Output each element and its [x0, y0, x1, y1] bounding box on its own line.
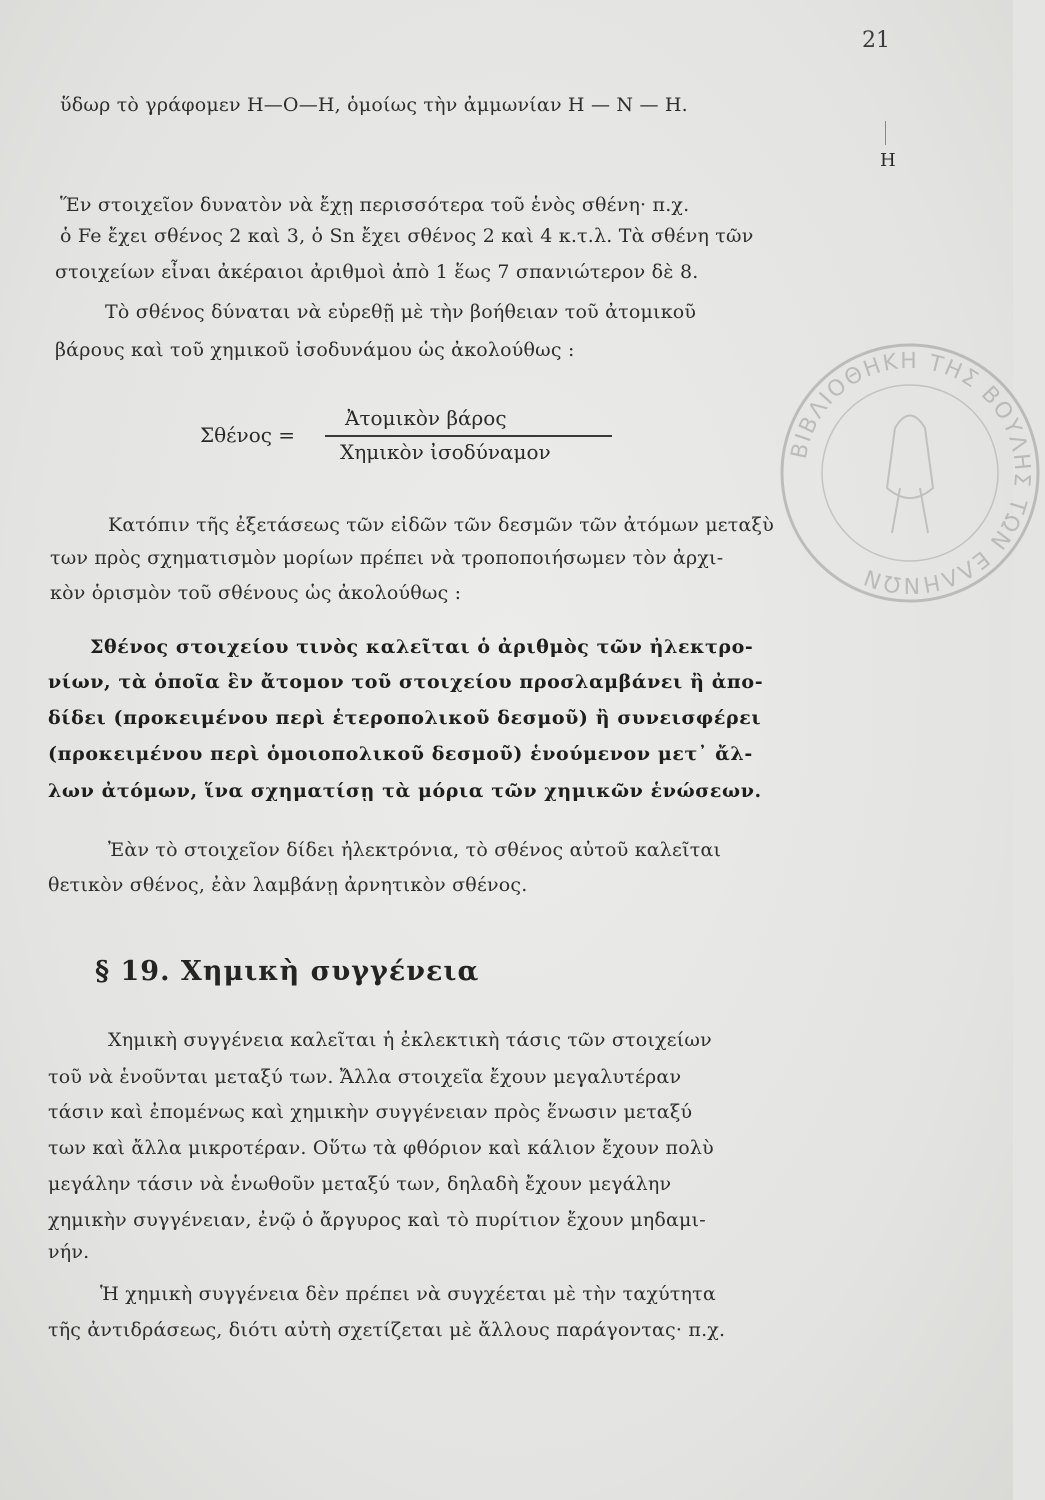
text-line: νήν.: [48, 1241, 90, 1263]
text-line: Τὸ σθένος δύναται νὰ εὑρεθῇ μὲ τὴν βοήθειαν τοῦ ἀτομικοῦ: [105, 301, 697, 323]
formula-lhs: Σθένος =: [200, 423, 296, 447]
text-line: θετικὸν σθένος, ἐὰν λαμβάνῃ ἀρνητικὸν σθένος.: [48, 874, 528, 896]
text-line: τάσιν καὶ ἐπομένως καὶ χημικὴν συγγένειαν πρὸς ἕνωσιν μεταξύ: [48, 1101, 693, 1123]
text-line: των πρὸς σχηματισμὸν μορίων πρέπει νὰ τροποποιήσωμεν τὸν ἀρχι-: [50, 547, 724, 569]
svg-text:ΒΙΒΛΙΟΘΗΚΗ ΤΗΣ ΒΟΥΛΗΣ ΤΩΝ ΕΛΛΗ: [787, 349, 1034, 597]
text-line: βάρους καὶ τοῦ χημικοῦ ἰσοδυνάμου ὡς ἀκολούθως :: [55, 339, 575, 361]
text-line: Χημικὴ συγγένεια καλεῖται ἡ ἐκλεκτικὴ τάσις τῶν στοιχείων: [108, 1029, 712, 1051]
text-line: Ἡ χημικὴ συγγένεια δὲν πρέπει νὰ συγχέεται μὲ τὴν ταχύτητα: [100, 1283, 716, 1305]
text-line: ὁ Fe ἔχει σθένος 2 καὶ 3, ὁ Sn ἔχει σθένος 2 καὶ 4 κ.τ.λ. Τὰ σθένη τῶν: [60, 225, 754, 247]
definition-line: νίων, τὰ ὁποῖα ἓν ἄτομον τοῦ στοιχείου προσλαμβάνει ἢ ἀπο-: [48, 671, 764, 693]
ammonia-vertical-bond: [885, 121, 886, 145]
text-line: των καὶ ἄλλα μικροτέραν. Οὕτω τὰ φθόριον καὶ κάλιον ἔχουν πολὺ: [48, 1137, 714, 1159]
text-line: Ἕν στοιχεῖον δυνατὸν νὰ ἔχῃ περισσότερα τοῦ ἑνὸς σθένη· π.χ.: [60, 194, 690, 216]
stamp-text: ΒΙΒΛΙΟΘΗΚΗ ΤΗΣ ΒΟΥΛΗΣ ΤΩΝ ΕΛΛΗΝΩΝ: [786, 348, 1035, 598]
text-line: χημικὴν συγγένειαν, ἐνῷ ὁ ἄργυρος καὶ τὸ πυρίτιον ἔχουν μηδαμι-: [48, 1209, 706, 1231]
formula-denominator: Χημικὸν ἰσοδύναμον: [340, 440, 551, 464]
text-line: τοῦ νὰ ἑνοῦνται μεταξύ των. Ἄλλα στοιχεῖα ἔχουν μεγαλυτέραν: [48, 1066, 682, 1088]
library-stamp-icon: [775, 338, 1045, 608]
formula-numerator: Ἀτομικὸν βάρος: [345, 406, 507, 430]
text-line: κὸν ὁρισμὸν τοῦ σθένους ὡς ἀκολούθως :: [50, 582, 462, 604]
text-line: Ἐὰν τὸ στοιχεῖον δίδει ἠλεκτρόνια, τὸ σθένος αὐτοῦ καλεῖται: [108, 839, 722, 861]
text-line-water-ammonia: ὕδωρ τὸ γράφομεν H—O—H, ὁμοίως τὴν ἀμμωνίαν H — N — H.: [60, 94, 688, 116]
definition-line: λων ἀτόμων, ἵνα σχηματίσῃ τὰ μόρια τῶν χημικῶν ἑνώσεων.: [48, 780, 762, 802]
definition-line: δίδει (προκειμένου περὶ ἑτεροπολικοῦ δεσμοῦ) ἢ συνεισφέρει: [48, 707, 762, 729]
definition-line: Σθένος στοιχείου τινὸς καλεῖται ὁ ἀριθμὸς τῶν ἠλεκτρο-: [90, 636, 754, 658]
text-line: μεγάλην τάσιν νὰ ἑνωθοῦν μεταξύ των, δηλαδὴ ἔχουν μεγάλην: [48, 1173, 672, 1195]
ammonia-lower-h: H: [880, 150, 896, 171]
fraction-bar: [325, 435, 612, 437]
section-heading: § 19. Χημικὴ συγγένεια: [95, 956, 480, 987]
text-line: Κατόπιν τῆς ἐξετάσεως τῶν εἰδῶν τῶν δεσμῶν τῶν ἀτόμων μεταξὺ: [108, 514, 774, 536]
page-number: 21: [862, 28, 890, 53]
definition-line: (προκειμένου περὶ ὁμοιοπολικοῦ δεσμοῦ) ἑνούμενον μετ᾽ ἄλ-: [48, 743, 753, 765]
text-line: τῆς ἀντιδράσεως, διότι αὐτὴ σχετίζεται μὲ ἄλλους παράγοντας· π.χ.: [48, 1319, 726, 1341]
text-line: στοιχείων εἶναι ἀκέραιοι ἀριθμοὶ ἀπὸ 1 ἕως 7 σπανιώτερον δὲ 8.: [55, 261, 699, 283]
